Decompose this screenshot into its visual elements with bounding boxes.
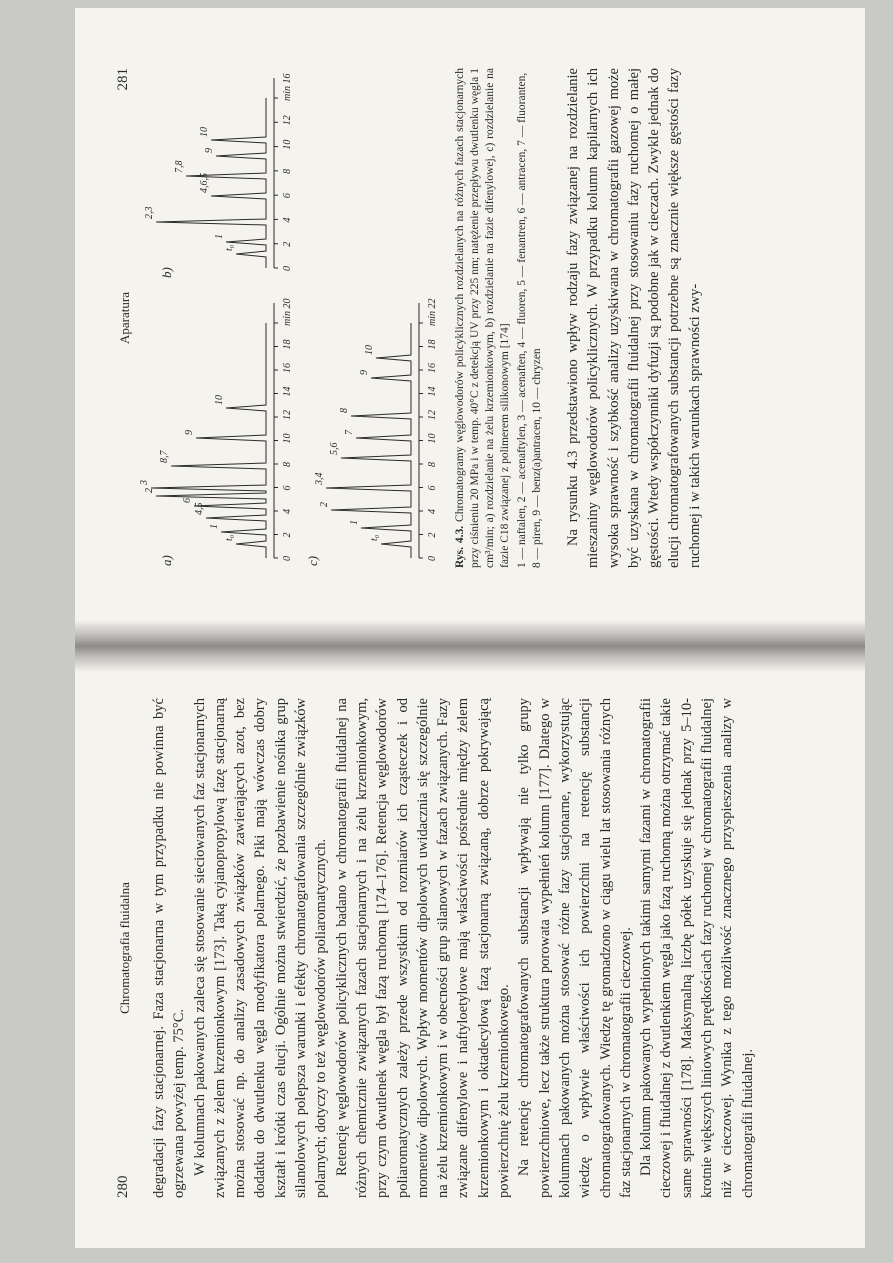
figure-caption: [453, 68, 513, 568]
peak-label: 9: [184, 430, 195, 435]
paragraph: Na retencję chromatografowanych substancji wpływają nie tylko grupy powierzchniowe, lecz także struktura porowata wypełnień kolumn [177]. Dlatego w kolumnach pakowanych można stosować różne fazy stacjonarne, wykorzystując wiedzę o wpływie właściwości ich powierzchni na retencję substancji chromatografowanych. Wiedzę tę gromadzono w ciągu wielu lat stosowania różnych faz stacjonarnych w chromatografii cieczowej.: [516, 698, 634, 1198]
axis-tick-label: 14: [282, 386, 293, 397]
left-body-text: [149, 698, 758, 1198]
axis-tick-label: 12: [282, 115, 293, 126]
axis-tick-label: 2: [427, 532, 438, 538]
peak-label: 4,5: [194, 502, 205, 515]
paragraph: Retencję węglowodorów policyklicznych badano w chromatografii fluidalnej na różnych chemicznie związanych fazach stacjonarnych i na żelu krzemionkowym, przy czym dwutlenek węgla był fazą ruchomą [174–176]. Retencja węglowodorów poliaromatycznych zależy przede wszystkim od rozmiarów ich cząsteczek i od momentów dipolowych. Wpływ momentów dipolowych uwidacznia się szczególnie na żelu krzemionkowym i w obecności grup silanowych w fazach związanych. Fazy związane difenylowe i naftyloetylowe mają właściwości pośrednie między żelem krzemionkowym i oktadecylową fazą stacjonarną związaną, dobrze pokrywającą powierzchnię żelu krzemionkowego.: [333, 698, 513, 1198]
axis-tick-label: 6: [282, 193, 293, 199]
figure-legend: 1 — naftalen, 2 — acenaftylen, 3 — acenaften, 4 — fluoren, 5 — fenantren, 6 — antracen, 7 — fluoranten, 8 — piren, 9 — benz(a)antracen, 10 — chryzen: [516, 72, 543, 568]
right-page: [75, 30, 865, 610]
axis-tick-label: 4: [282, 509, 293, 514]
chromatogram-svg: [139, 68, 449, 568]
right-running-head: [115, 68, 149, 568]
panel-label-a: a): [159, 555, 174, 566]
chromatogram-c: [314, 299, 438, 562]
page-number: 280: [115, 1175, 131, 1198]
chromatogram-trace: [156, 98, 266, 268]
axis-tick-label: 8: [282, 168, 293, 174]
axis-tick-label: 6: [282, 485, 293, 491]
peak-label: 9: [359, 370, 370, 375]
panel-label-c: c): [305, 555, 320, 566]
caption-text: Chromatogramy węglowodorów policyklicznych rozdzielanych na różnych fazach stacjonarnych przy ciśnieniu 20 MPa i w temp. 40°C z detekcją UV przy 225 nm; natężenie przepływu dwutlenku węgla 1 cm³/min; a) rozdzielanie na żelu krzemionkowym, b) rozdzielanie na fazie difenylowej, c) rozdzielanie na fazie C18 związanej z polimerem silikonowym [174]: [454, 68, 511, 568]
peak-label: t₀: [369, 534, 380, 541]
axis-tick-label: 2: [282, 532, 293, 538]
peak-label: 8,7: [159, 450, 170, 463]
axis-tick-label: 6: [427, 485, 438, 491]
peak-label: 2: [319, 502, 330, 507]
peak-label: 10: [364, 345, 375, 355]
peak-label: 1: [214, 234, 225, 239]
axis-tick-label: 18: [282, 339, 293, 350]
axis-tick-label: 18: [427, 339, 438, 350]
axis-tick-label: 16: [427, 363, 438, 373]
peak-label: 7,8: [174, 160, 185, 173]
chromatogram-trace: [151, 323, 266, 558]
axis-tick-label: 12: [282, 410, 293, 420]
peak-label: 2,3: [144, 206, 155, 219]
paragraph: W kolumnach pakowanych zaleca się stosowanie sieciowanych faz stacjonarnych związanych z żelem krzemionkowym [173]. Taką cyjanopropylową fazę stacjonarną można stosować np. do analizy zasadowych związków zawierających azot, bez dodatku do dwutlenku węgla modyfikatora polarnego. Piki mają wówczas dobry kształt i krótki czas elucji. Ogólnie można stwierdzić, że pozbawienie nośnika grup silanolowych polepsza warunki i efekty chromatografowania szczególnie związków polarnych; dotyczy to też węglowodorów poliaromatycznych.: [191, 698, 330, 1198]
peak-label: 3: [139, 480, 150, 485]
peak-label: 6: [182, 498, 193, 503]
peak-label: 4,6,5: [199, 173, 210, 193]
chromatogram-trace: [326, 323, 411, 558]
axis-tick-label: min 16: [282, 73, 293, 101]
axis-tick-label: 16: [282, 363, 293, 373]
axis-tick-label: min 20: [282, 298, 293, 326]
axis-tick-label: 14: [427, 386, 438, 397]
peak-label: 2: [144, 488, 155, 493]
axis-tick-label: 10: [282, 139, 293, 150]
left-running-head: [115, 698, 149, 1198]
right-body-text: [563, 68, 705, 568]
peak-label: 3,4: [314, 472, 325, 485]
peak-label: t₀: [224, 244, 235, 251]
axis-tick-label: 10: [282, 433, 293, 444]
peak-label: 8: [339, 408, 350, 413]
left-page: [75, 660, 865, 1240]
page-number: 281: [115, 68, 131, 91]
peak-label: 5,6: [329, 442, 340, 455]
paragraph: degradacji fazy stacjonarnej. Faza stacjonarna w tym przypadku nie powinna być ogrzewana powyżej temp. 75°C.: [151, 698, 188, 1198]
axis-tick-label: 0: [427, 556, 438, 561]
axis-tick-label: 4: [427, 509, 438, 514]
axis-tick-label: 8: [282, 462, 293, 467]
panel-label-b: b): [159, 267, 174, 278]
peak-label: t₀: [224, 534, 235, 541]
axis-tick-label: 0: [282, 556, 293, 561]
axis-tick-label: 4: [282, 217, 293, 223]
running-title: Aparatura: [117, 292, 132, 344]
axis-tick-label: 12: [427, 410, 438, 420]
peak-label: 10: [214, 395, 225, 405]
caption-label: Rys. 4.3.: [454, 525, 466, 568]
peak-label: 10: [199, 127, 210, 137]
peak-label: 1: [349, 520, 360, 525]
paragraph: Na rysunku 4.3 przedstawiono wpływ rodzaju fazy związanej na rozdzielanie mieszaniny węglowodorów policyklicznych. W przypadku kolumn kapilarnych ich wysoka sprawność i szybkość analizy uzyskiwana w chromatografii gazowej może być uzyskana w chromatografii fluidalnej przy stosowaniu fazy ruchomej o małej gęstości. Wtedy współczynniki dyfuzji są podobne jak w cieczach. Zwykle jednak do elucji chromatografowanych substancji potrzebne są znacznie większe gęstości fazy ruchomej i w takich warunkach sprawności zwy-: [565, 68, 703, 568]
peak-label: 7: [344, 430, 355, 435]
chromatogram-b: [144, 74, 293, 272]
axis-tick-label: 8: [427, 462, 438, 467]
axis-tick-label: 0: [282, 266, 293, 271]
axis-tick-label: 10: [427, 433, 438, 444]
axis-tick-label: min 22: [427, 298, 438, 326]
axis-tick-label: 2: [282, 241, 293, 247]
chromatogram-a: [139, 299, 293, 562]
paragraph: Dla kolumn pakowanych wypełnionych takimi samymi fazami w chromatografii cieczowej i fluidalnej z dwutlenkiem węgla jako fazą ruchomą można otrzymać takie same sprawności [178]. Maksymalną liczbę półek uzyskuje się jednak przy 5–10-krotnie większych liniowych prędkościach fazy ruchomej w chromatografii fluidalnej niż w cieczowej. Wynika z tego możliwość znacznego przyspieszenia analizy w chromatografii fluidalnej.: [638, 698, 756, 1198]
running-title: Chromatografia fluidalna: [117, 882, 132, 1014]
chromatogram-figure: [139, 68, 449, 568]
peak-label: 1: [209, 524, 220, 529]
peak-label: 9: [204, 148, 215, 153]
